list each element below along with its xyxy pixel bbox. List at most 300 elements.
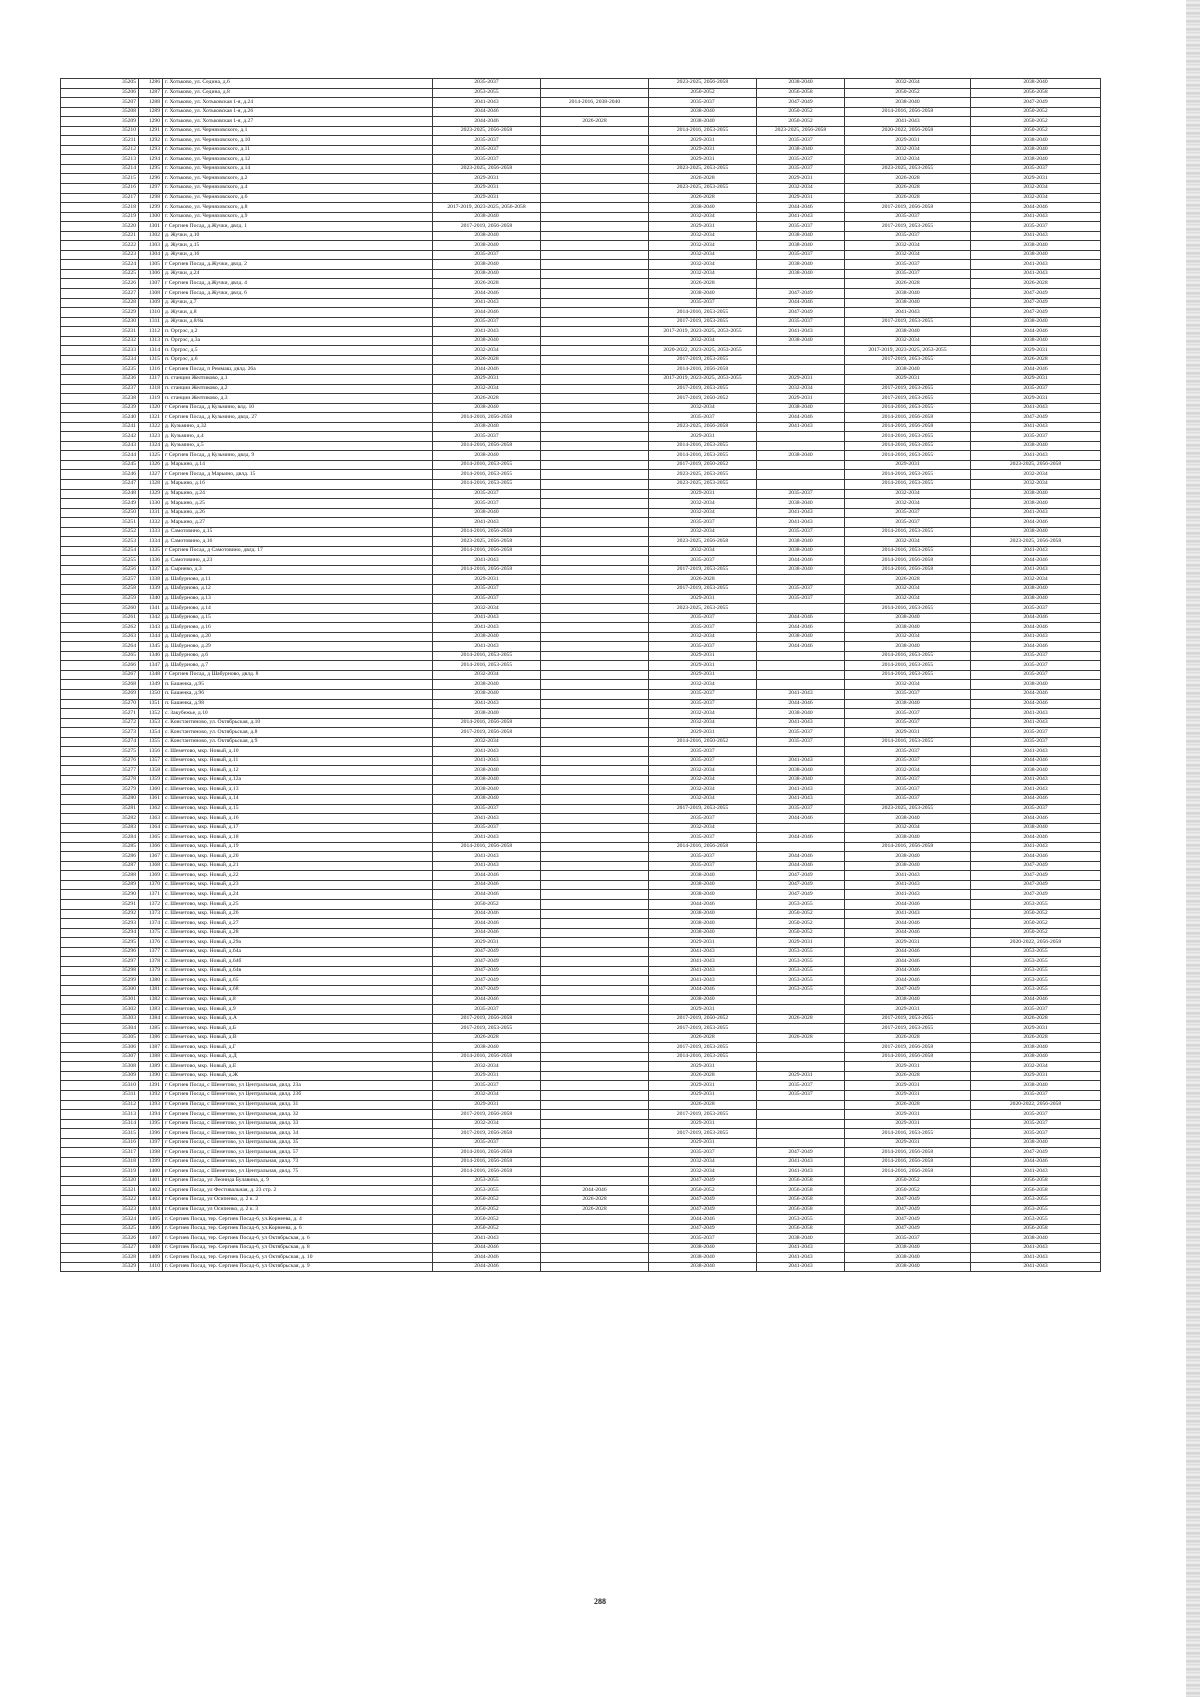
cell-period-1: 2041-2043 (433, 852, 541, 862)
cell-item-number: 1382 (139, 995, 163, 1005)
cell-item-number: 1409 (139, 1253, 163, 1263)
cell-record-number: 35236 (61, 374, 139, 384)
cell-period-2 (541, 1119, 649, 1129)
table-row (61, 1167, 1101, 1177)
cell-period-5: 2032-2034 (845, 489, 971, 499)
cell-period-4: 2041-2043 (757, 508, 845, 518)
cell-record-number: 35315 (61, 1129, 139, 1139)
cell-period-2 (541, 136, 649, 146)
cell-period-4 (757, 670, 845, 680)
cell-period-1: 2038-2040 (433, 795, 541, 805)
cell-period-4: 2029-2031 (757, 1071, 845, 1081)
cell-record-number: 35270 (61, 699, 139, 709)
table-row (61, 890, 1101, 900)
table-row (61, 900, 1101, 910)
cell-record-number: 35221 (61, 231, 139, 241)
table-row (61, 508, 1101, 518)
cell-period-5: 2047-2049 (845, 1215, 971, 1225)
cell-address: с. Шеметово, мкр. Новый, д.64в (163, 966, 433, 976)
cell-period-5: 2017-2019, 2023-2025, 2053-2055 (845, 346, 971, 356)
cell-period-4: 2056-2058 (757, 1176, 845, 1186)
cell-address: г Сергиев Посад, д Марьино, двлд. 15 (163, 470, 433, 480)
table-row (61, 957, 1101, 967)
cell-address: д. Жучки, д.8/8а (163, 317, 433, 327)
cell-period-5: 2038-2040 (845, 298, 971, 308)
cell-period-3: 2032-2034 (649, 499, 757, 509)
cell-period-5: 2035-2037 (845, 260, 971, 270)
cell-period-2: 2026-2028 (541, 1195, 649, 1205)
cell-period-3: 2035-2037 (649, 690, 757, 700)
cell-record-number: 35298 (61, 966, 139, 976)
cell-item-number: 1392 (139, 1090, 163, 1100)
table-row (61, 995, 1101, 1005)
cell-item-number: 1324 (139, 441, 163, 451)
cell-period-3: 2032-2034 (649, 212, 757, 222)
cell-record-number: 35257 (61, 575, 139, 585)
cell-period-4: 2035-2037 (757, 737, 845, 747)
cell-period-2 (541, 1167, 649, 1177)
table-row (61, 1062, 1101, 1072)
cell-period-1: 2044-2046 (433, 289, 541, 299)
cell-period-1: 2026-2028 (433, 355, 541, 365)
table-row (61, 947, 1101, 957)
cell-period-4: 2041-2043 (757, 795, 845, 805)
cell-period-5: 2044-2046 (845, 919, 971, 929)
cell-item-number: 1337 (139, 565, 163, 575)
cell-item-number: 1384 (139, 1014, 163, 1024)
cell-record-number: 35205 (61, 79, 139, 89)
cell-record-number: 35328 (61, 1253, 139, 1263)
cell-period-6: 2041-2043 (971, 565, 1101, 575)
cell-period-6: 2035-2037 (971, 728, 1101, 738)
cell-period-1: 2047-2049 (433, 957, 541, 967)
cell-period-5: 2050-2052 (845, 1176, 971, 1186)
cell-record-number: 35231 (61, 327, 139, 337)
cell-period-3: 2014-2016, 2053-2055 (649, 451, 757, 461)
cell-record-number: 35292 (61, 909, 139, 919)
cell-address: с. Шеметово, мкр. Новый, д.23 (163, 880, 433, 890)
cell-record-number: 35296 (61, 947, 139, 957)
cell-period-5: 2014-2016, 2056-2058 (845, 1157, 971, 1167)
table-row (61, 699, 1101, 709)
cell-record-number: 35263 (61, 632, 139, 642)
cell-period-3: 2017-2019, 2023-2025, 2053-2055 (649, 374, 757, 384)
cell-period-3: 2032-2034 (649, 403, 757, 413)
cell-record-number: 35301 (61, 995, 139, 1005)
cell-period-4: 2038-2040 (757, 269, 845, 279)
cell-period-1: 2014-2016, 2056-2058 (433, 527, 541, 537)
cell-period-2 (541, 155, 649, 165)
cell-period-5: 2014-2016, 2056-2058 (845, 107, 971, 117)
cell-item-number: 1363 (139, 814, 163, 824)
cell-period-5: 2029-2031 (845, 460, 971, 470)
cell-period-5: 2029-2031 (845, 1110, 971, 1120)
cell-item-number: 1370 (139, 880, 163, 890)
cell-period-1: 2041-2043 (433, 642, 541, 652)
cell-item-number: 1348 (139, 670, 163, 680)
cell-record-number: 35291 (61, 900, 139, 910)
cell-period-5: 2038-2040 (845, 699, 971, 709)
cell-address: г Сергиев Посад, ул Осипенко, д. 2 к. 3 (163, 1205, 433, 1215)
table-row (61, 976, 1101, 986)
cell-period-5: 2014-2016, 2056-2058 (845, 422, 971, 432)
cell-period-5: 2029-2031 (845, 1081, 971, 1091)
table-row (61, 1205, 1101, 1215)
cell-period-4: 2044-2046 (757, 613, 845, 623)
cell-period-1: 2035-2037 (433, 489, 541, 499)
cell-address: с. Шеметово, мкр. Новый, д.20 (163, 852, 433, 862)
cell-period-2 (541, 489, 649, 499)
cell-period-5: 2032-2034 (845, 499, 971, 509)
cell-period-1: 2029-2031 (433, 193, 541, 203)
cell-item-number: 1292 (139, 136, 163, 146)
cell-period-4 (757, 1119, 845, 1129)
table-row (61, 441, 1101, 451)
cell-record-number: 35285 (61, 842, 139, 852)
cell-period-5: 2041-2043 (845, 871, 971, 881)
cell-period-2 (541, 384, 649, 394)
cell-record-number: 35319 (61, 1167, 139, 1177)
cell-period-4: 2038-2040 (757, 451, 845, 461)
cell-record-number: 35316 (61, 1138, 139, 1148)
cell-period-6: 2044-2046 (971, 203, 1101, 213)
cell-period-4: 2029-2031 (757, 394, 845, 404)
cell-address: г Сергиев Посад, д Самотовино, двлд. 17 (163, 546, 433, 556)
cell-period-2 (541, 1157, 649, 1167)
cell-item-number: 1356 (139, 747, 163, 757)
cell-address: д. Марьино, д.26 (163, 508, 433, 518)
cell-period-4: 2056-2058 (757, 1186, 845, 1196)
cell-item-number: 1331 (139, 508, 163, 518)
cell-record-number: 35207 (61, 98, 139, 108)
cell-period-4: 2056-2058 (757, 1195, 845, 1205)
table-row (61, 966, 1101, 976)
cell-period-2 (541, 222, 649, 232)
table-row (61, 1024, 1101, 1034)
cell-period-1: 2035-2037 (433, 250, 541, 260)
cell-address: д. Марьино, д.25 (163, 499, 433, 509)
table-row (61, 1186, 1101, 1196)
cell-period-5: 2014-2016, 2056-2058 (845, 1167, 971, 1177)
cell-period-5: 2029-2031 (845, 1138, 971, 1148)
cell-period-3: 2026-2028 (649, 575, 757, 585)
table-row (61, 422, 1101, 432)
cell-item-number: 1368 (139, 861, 163, 871)
cell-period-4: 2038-2040 (757, 546, 845, 556)
cell-address: г. Хотьково, ул. Черняховского, д.8 (163, 203, 433, 213)
cell-address: с. Шеметово, мкр. Новый, д.19 (163, 842, 433, 852)
cell-address: с. Константиново, ул. Октябрьская, д.8 (163, 728, 433, 738)
cell-period-2 (541, 804, 649, 814)
cell-address: г Сергиев Посад, с Шеметово, ул Центральная, двлд. 35 (163, 1138, 433, 1148)
table-row (61, 98, 1101, 108)
cell-period-1: 2017-2019, 2056-2058 (433, 1110, 541, 1120)
cell-period-1: 2047-2049 (433, 976, 541, 986)
cell-period-3: 2017-2019, 2023-2025, 2053-2055 (649, 327, 757, 337)
cell-address: г. Хотьково, ул. Хотьковская 1-я, д.27 (163, 117, 433, 127)
cell-period-5: 2014-2016, 2053-2055 (845, 479, 971, 489)
cell-period-3: 2032-2034 (649, 680, 757, 690)
cell-period-2 (541, 1052, 649, 1062)
table-row (61, 346, 1101, 356)
cell-period-5: 2017-2019, 2053-2055 (845, 1014, 971, 1024)
cell-item-number: 1404 (139, 1205, 163, 1215)
cell-record-number: 35245 (61, 460, 139, 470)
cell-period-4: 2053-2055 (757, 900, 845, 910)
cell-period-3: 2014-2016, 2050-2052 (649, 737, 757, 747)
cell-address: д. Самотовино, д.16 (163, 537, 433, 547)
cell-period-1: 2038-2040 (433, 680, 541, 690)
cell-record-number: 35329 (61, 1262, 139, 1272)
cell-address: г Сергиев Посад, п Реммаш, двлд. 26а (163, 365, 433, 375)
table-row (61, 374, 1101, 384)
cell-period-6: 2041-2043 (971, 1167, 1101, 1177)
cell-period-5: 2035-2037 (845, 1234, 971, 1244)
cell-item-number: 1369 (139, 871, 163, 881)
cell-record-number: 35280 (61, 795, 139, 805)
table-row (61, 479, 1101, 489)
cell-item-number: 1316 (139, 365, 163, 375)
cell-period-2 (541, 1014, 649, 1024)
cell-record-number: 35227 (61, 289, 139, 299)
cell-record-number: 35300 (61, 985, 139, 995)
cell-period-2 (541, 1148, 649, 1158)
cell-address: д. Шабурново, д.20 (163, 632, 433, 642)
table-row (61, 690, 1101, 700)
cell-period-5: 2017-2019, 2053-2055 (845, 355, 971, 365)
cell-address: с. Шеметово, мкр. Новый, д.15 (163, 804, 433, 814)
cell-item-number: 1406 (139, 1224, 163, 1234)
cell-period-1: 2038-2040 (433, 269, 541, 279)
cell-address: д. Шабурново, д.15 (163, 613, 433, 623)
cell-period-1: 2014-2016, 2056-2058 (433, 1148, 541, 1158)
cell-period-4 (757, 1062, 845, 1072)
cell-period-2 (541, 795, 649, 805)
cell-period-1: 2035-2037 (433, 317, 541, 327)
cell-period-2 (541, 632, 649, 642)
cell-period-4: 2053-2055 (757, 947, 845, 957)
cell-period-1: 2041-2043 (433, 814, 541, 824)
cell-period-5: 2038-2040 (845, 623, 971, 633)
table-row (61, 327, 1101, 337)
cell-address: г Сергиев Посад, с Шеметово, ул Центральная, двлд. 32 (163, 1110, 433, 1120)
cell-item-number: 1365 (139, 833, 163, 843)
cell-period-1: 2035-2037 (433, 1138, 541, 1148)
cell-period-3: 2038-2040 (649, 890, 757, 900)
cell-period-5: 2038-2040 (845, 833, 971, 843)
cell-record-number: 35260 (61, 604, 139, 614)
cell-address: г. Хотьково, ул. Черняховского, д.14 (163, 164, 433, 174)
cell-period-2 (541, 241, 649, 251)
cell-record-number: 35293 (61, 919, 139, 929)
table-row (61, 1081, 1101, 1091)
cell-period-3: 2017-2019, 2050-2052 (649, 394, 757, 404)
cell-address: п. Оргрэс, д.3а (163, 336, 433, 346)
cell-period-3: 2029-2031 (649, 1119, 757, 1129)
cell-period-3: 2038-2040 (649, 289, 757, 299)
cell-period-5: 2044-2046 (845, 928, 971, 938)
cell-period-6: 2038-2040 (971, 1052, 1101, 1062)
cell-period-2 (541, 976, 649, 986)
cell-period-6: 2044-2046 (971, 756, 1101, 766)
cell-period-1: 2032-2034 (433, 737, 541, 747)
table-row (61, 1119, 1101, 1129)
cell-period-6: 2044-2046 (971, 814, 1101, 824)
cell-period-5: 2035-2037 (845, 518, 971, 528)
cell-period-5: 2041-2043 (845, 308, 971, 318)
cell-record-number: 35251 (61, 518, 139, 528)
cell-address: с. Константиново, ул. Октябрьская, д.10 (163, 718, 433, 728)
cell-period-3: 2038-2040 (649, 928, 757, 938)
cell-period-5: 2014-2016, 2056-2058 (845, 1148, 971, 1158)
cell-record-number: 35311 (61, 1090, 139, 1100)
cell-period-1: 2035-2037 (433, 594, 541, 604)
cell-period-3: 2035-2037 (649, 747, 757, 757)
cell-period-5: 2014-2016, 2053-2055 (845, 1129, 971, 1139)
cell-period-2 (541, 308, 649, 318)
cell-period-2 (541, 479, 649, 489)
cell-period-2 (541, 766, 649, 776)
cell-record-number: 35276 (61, 756, 139, 766)
cell-period-3: 2032-2034 (649, 250, 757, 260)
cell-period-2 (541, 1043, 649, 1053)
cell-period-5: 2014-2016, 2053-2055 (845, 527, 971, 537)
cell-period-6: 2056-2058 (971, 1224, 1101, 1234)
cell-period-3: 2014-2016, 2053-2055 (649, 441, 757, 451)
cell-period-2 (541, 164, 649, 174)
cell-period-5: 2014-2016, 2056-2058 (845, 556, 971, 566)
cell-period-1: 2014-2016, 2056-2058 (433, 413, 541, 423)
cell-period-6: 2041-2043 (971, 718, 1101, 728)
cell-period-2: 2026-2028 (541, 1205, 649, 1215)
cell-item-number: 1340 (139, 594, 163, 604)
cell-address: с. Шеметово, мкр. Новый, д.24 (163, 890, 433, 900)
cell-period-2 (541, 938, 649, 948)
cell-period-6: 2041-2043 (971, 1243, 1101, 1253)
cell-item-number: 1385 (139, 1024, 163, 1034)
cell-period-3: 2044-2046 (649, 1215, 757, 1225)
cell-period-1: 2035-2037 (433, 823, 541, 833)
table-row (61, 164, 1101, 174)
cell-period-4: 2032-2034 (757, 384, 845, 394)
cell-record-number: 35266 (61, 661, 139, 671)
cell-period-5: 2044-2046 (845, 947, 971, 957)
cell-period-2 (541, 966, 649, 976)
cell-period-1: 2038-2040 (433, 690, 541, 700)
page-number: 288 (594, 1597, 606, 1606)
cell-record-number: 35243 (61, 441, 139, 451)
cell-period-5: 2017-2019, 2053-2055 (845, 222, 971, 232)
cell-period-2 (541, 470, 649, 480)
table-row (61, 785, 1101, 795)
cell-period-3: 2032-2034 (649, 260, 757, 270)
cell-period-3: 2023-2025, 2053-2055 (649, 184, 757, 194)
cell-period-4: 2035-2037 (757, 489, 845, 499)
cell-period-4: 2047-2049 (757, 890, 845, 900)
cell-period-5: 2035-2037 (845, 747, 971, 757)
cell-item-number: 1320 (139, 403, 163, 413)
cell-period-2 (541, 1005, 649, 1015)
cell-period-6: 2023-2025, 2056-2058 (971, 460, 1101, 470)
cell-period-4: 2047-2049 (757, 871, 845, 881)
table-row (61, 938, 1101, 948)
cell-period-2 (541, 737, 649, 747)
cell-period-1: 2014-2016, 2053-2055 (433, 479, 541, 489)
table-row (61, 1243, 1101, 1253)
cell-record-number: 35297 (61, 957, 139, 967)
cell-period-5: 2050-2052 (845, 1186, 971, 1196)
cell-period-3: 2035-2037 (649, 756, 757, 766)
cell-period-6: 2038-2040 (971, 1138, 1101, 1148)
cell-item-number: 1312 (139, 327, 163, 337)
cell-address: с. Шеметово, мкр. Новый, д.Е (163, 1062, 433, 1072)
cell-record-number: 35317 (61, 1148, 139, 1158)
cell-period-6: 2041-2043 (971, 709, 1101, 719)
cell-period-2 (541, 1062, 649, 1072)
cell-item-number: 1397 (139, 1138, 163, 1148)
cell-period-3: 2029-2031 (649, 1090, 757, 1100)
cell-period-5: 2035-2037 (845, 212, 971, 222)
cell-period-4 (757, 365, 845, 375)
cell-period-3: 2032-2034 (649, 785, 757, 795)
cell-period-3: 2038-2040 (649, 1243, 757, 1253)
cell-period-4: 2041-2043 (757, 1167, 845, 1177)
cell-record-number: 35287 (61, 861, 139, 871)
cell-record-number: 35229 (61, 308, 139, 318)
cell-period-6: 2035-2037 (971, 1129, 1101, 1139)
cell-item-number: 1323 (139, 432, 163, 442)
table-row (61, 661, 1101, 671)
cell-period-4: 2038-2040 (757, 632, 845, 642)
cell-address: г Сергиев Посад, с Шеметово, ул Центральная, двлд. 33 (163, 1119, 433, 1129)
cell-record-number: 35310 (61, 1081, 139, 1091)
cell-address: с. Шеметово, мкр. Новый, д.Д (163, 1052, 433, 1062)
cell-address: п. Оргрэс, д.6 (163, 355, 433, 365)
cell-item-number: 1361 (139, 795, 163, 805)
cell-address: д. Шабурново, д.11 (163, 575, 433, 585)
cell-record-number: 35289 (61, 880, 139, 890)
cell-period-4: 2035-2037 (757, 804, 845, 814)
cell-address: с. Шеметово, мкр. Новый, д.22 (163, 871, 433, 881)
table-row (61, 499, 1101, 509)
cell-address: д. Жучки, д.16 (163, 250, 433, 260)
cell-period-5: 2014-2016, 2053-2055 (845, 651, 971, 661)
cell-address: г Сергиев Посад, д.Жучки, двлд. 6 (163, 289, 433, 299)
cell-record-number: 35313 (61, 1110, 139, 1120)
cell-item-number: 1408 (139, 1243, 163, 1253)
cell-record-number: 35284 (61, 833, 139, 843)
table-row (61, 518, 1101, 528)
cell-period-3: 2032-2034 (649, 269, 757, 279)
cell-period-5: 2038-2040 (845, 814, 971, 824)
cell-item-number: 1336 (139, 556, 163, 566)
cell-address: с. Шеметово, мкр. Новый, д.27 (163, 919, 433, 929)
cell-record-number: 35271 (61, 709, 139, 719)
cell-period-4: 2035-2037 (757, 155, 845, 165)
cell-period-5: 2035-2037 (845, 690, 971, 700)
cell-period-1: 2044-2046 (433, 995, 541, 1005)
table-row (61, 766, 1101, 776)
cell-period-1: 2014-2016, 2056-2058 (433, 1167, 541, 1177)
cell-period-5: 2029-2031 (845, 1062, 971, 1072)
cell-period-5: 2014-2016, 2053-2055 (845, 604, 971, 614)
cell-address: с. Шеметово, мкр. Новый, д.9 (163, 1005, 433, 1015)
cell-period-6: 2038-2040 (971, 489, 1101, 499)
cell-period-4: 2038-2040 (757, 537, 845, 547)
cell-period-4 (757, 995, 845, 1005)
cell-period-6: 2032-2034 (971, 184, 1101, 194)
table-row (61, 1014, 1101, 1024)
